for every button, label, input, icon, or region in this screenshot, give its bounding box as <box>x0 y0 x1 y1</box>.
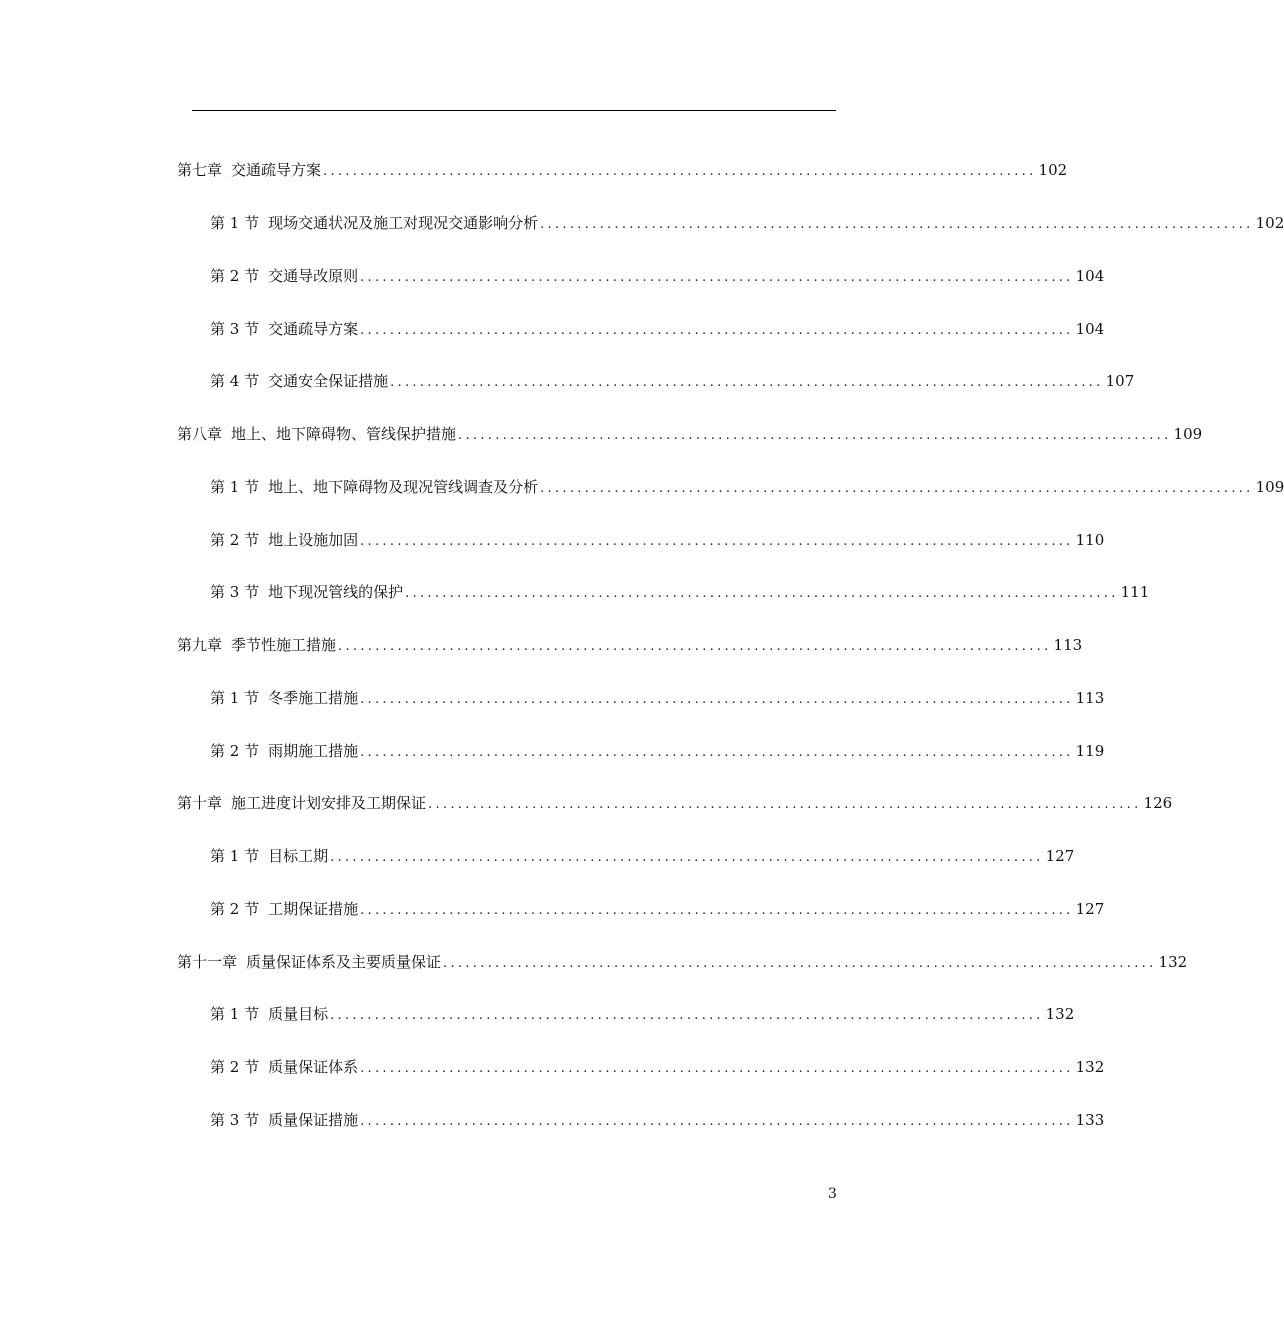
toc-page-number: 109 <box>1255 478 1284 496</box>
toc-page-number: 113 <box>1075 689 1105 707</box>
toc-leader: ................................................................................................ <box>443 956 1157 971</box>
toc-page-number: 133 <box>1075 1111 1105 1129</box>
toc-entry-label: 第 4 节 交通安全保证措施 <box>210 372 389 390</box>
toc-entry-label: 第 3 节 地下现况管线的保护 <box>210 583 404 601</box>
toc-leader: ................................................................................................ <box>540 217 1254 232</box>
toc-entry[interactable] <box>210 211 1284 235</box>
toc-entry-label: 第 2 节 雨期施工措施 <box>210 742 359 760</box>
toc-page-number: 102 <box>1038 161 1068 179</box>
toc-entry[interactable] <box>177 422 1203 446</box>
toc-entry-label: 第 2 节 质量保证体系 <box>210 1058 359 1076</box>
toc-entry-label: 第 1 节 地上、地下障碍物及现况管线调查及分析 <box>210 478 539 496</box>
toc-page-number: 132 <box>1045 1005 1075 1023</box>
toc-entry-label: 第 2 节 工期保证措施 <box>210 900 359 918</box>
toc-page-number: 104 <box>1075 267 1105 285</box>
toc-entry[interactable] <box>210 528 1105 552</box>
toc-entry[interactable] <box>177 791 1173 815</box>
toc-leader: ................................................................................................ <box>458 428 1172 443</box>
toc-leader: ................................................................................................ <box>360 1061 1074 1076</box>
toc-entry[interactable] <box>177 158 1068 182</box>
toc-entry[interactable] <box>210 1108 1105 1132</box>
toc-entry-label: 第八章 地上、地下障碍物、管线保护措施 <box>177 425 457 443</box>
toc-entry-label: 第十一章 质量保证体系及主要质量保证 <box>177 953 442 971</box>
toc-page-number: 119 <box>1075 742 1105 760</box>
toc-page-number: 126 <box>1143 794 1173 812</box>
toc-entry[interactable] <box>210 369 1135 393</box>
toc-entry-label: 第九章 季节性施工措施 <box>177 636 337 654</box>
toc-leader: ................................................................................................ <box>360 692 1074 707</box>
toc-leader: ................................................................................................ <box>405 586 1119 601</box>
toc-entry-label: 第十章 施工进度计划安排及工期保证 <box>177 794 427 812</box>
toc-entry-label: 第 2 节 交通导改原则 <box>210 267 359 285</box>
toc-entry-label: 第 1 节 现场交通状况及施工对现况交通影响分析 <box>210 214 539 232</box>
toc-page-number: 132 <box>1075 1058 1105 1076</box>
toc-page-number: 127 <box>1075 900 1105 918</box>
toc-entry[interactable] <box>210 739 1105 763</box>
toc-leader: ................................................................................................ <box>360 323 1074 338</box>
toc-entry-label: 第 3 节 交通疏导方案 <box>210 320 359 338</box>
toc-entry[interactable] <box>210 1002 1075 1026</box>
toc-entry[interactable] <box>177 950 1188 974</box>
toc-leader: ................................................................................................ <box>323 164 1037 179</box>
header-rule <box>192 110 836 111</box>
toc-page-number: 109 <box>1173 425 1203 443</box>
toc-page-number: 107 <box>1105 372 1135 390</box>
toc-entry[interactable] <box>210 686 1105 710</box>
toc-page-number: 113 <box>1053 636 1083 654</box>
toc-entry[interactable] <box>210 897 1105 921</box>
toc-entry[interactable] <box>210 844 1075 868</box>
toc-page-number: 111 <box>1120 583 1150 601</box>
toc-page-number: 104 <box>1075 320 1105 338</box>
toc-entry-label: 第 1 节 冬季施工措施 <box>210 689 359 707</box>
toc-leader: ................................................................................................ <box>330 850 1044 865</box>
toc-page-number: 132 <box>1158 953 1188 971</box>
toc-leader: ................................................................................................ <box>360 534 1074 549</box>
toc-leader: ................................................................................................ <box>390 375 1104 390</box>
toc-entry-label: 第 1 节 目标工期 <box>210 847 329 865</box>
toc-entry[interactable] <box>210 475 1284 499</box>
toc-page-number: 127 <box>1045 847 1075 865</box>
toc-page-number: 110 <box>1075 531 1105 549</box>
toc-entry-label: 第 2 节 地上设施加固 <box>210 531 359 549</box>
toc-entry[interactable] <box>210 264 1105 288</box>
toc-entry-label: 第 1 节 质量目标 <box>210 1005 329 1023</box>
toc-entry[interactable] <box>210 580 1150 604</box>
toc-entry[interactable] <box>210 317 1105 341</box>
toc-leader: ................................................................................................ <box>428 797 1142 812</box>
toc-page-number: 102 <box>1255 214 1284 232</box>
toc-entry[interactable] <box>210 1055 1105 1079</box>
toc-entry[interactable] <box>177 633 1083 657</box>
toc-entry-label: 第七章 交通疏导方案 <box>177 161 322 179</box>
toc-leader: ................................................................................................ <box>360 745 1074 760</box>
toc-leader: ................................................................................................ <box>540 481 1254 496</box>
toc-leader: ................................................................................................ <box>360 903 1074 918</box>
toc-leader: ................................................................................................ <box>330 1008 1044 1023</box>
toc-leader: ................................................................................................ <box>338 639 1052 654</box>
toc-entry-label: 第 3 节 质量保证措施 <box>210 1111 359 1129</box>
page-number: 3 <box>828 1186 837 1202</box>
toc-leader: ................................................................................................ <box>360 270 1074 285</box>
toc-leader: ................................................................................................ <box>360 1114 1074 1129</box>
